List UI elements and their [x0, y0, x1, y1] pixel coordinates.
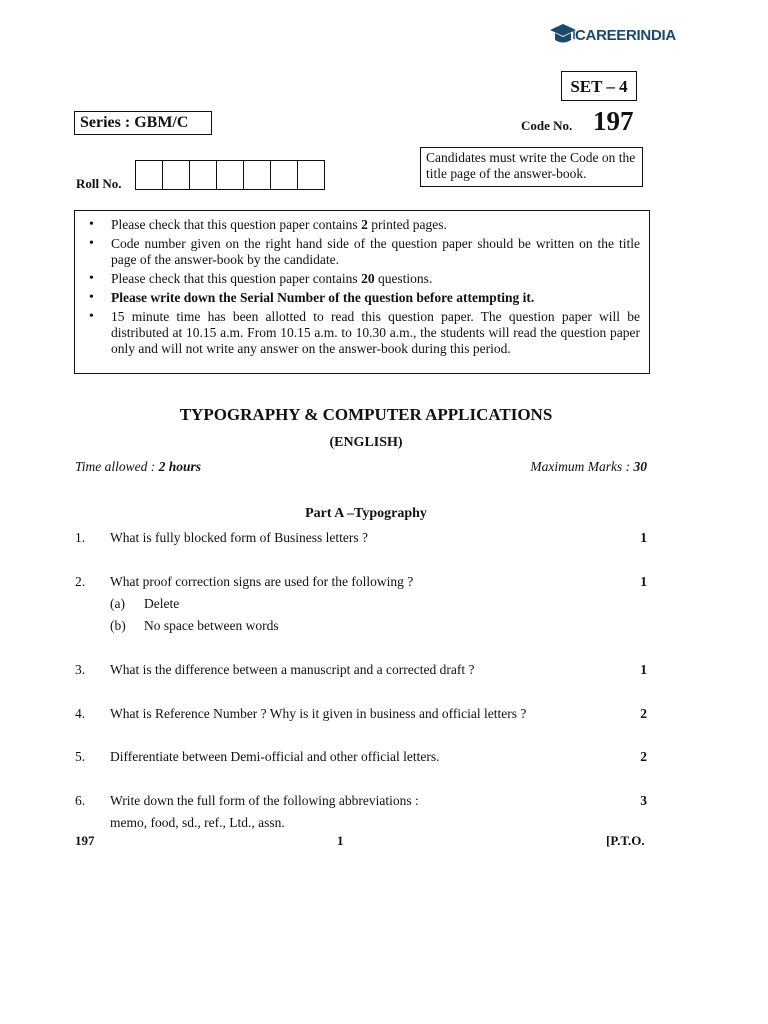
- question-number: 5.: [75, 749, 86, 764]
- question-marks: 1: [640, 662, 647, 677]
- question-number: 6.: [75, 793, 86, 808]
- brand-name: CAREERINDIA: [575, 26, 676, 44]
- question-text: What is the difference between a manuscript and a corrected draft ?: [110, 662, 475, 677]
- question-text: What is fully blocked form of Business letters ?: [110, 530, 368, 545]
- instruction-text: Code number given on the right hand side of the question paper should be written on the title page of the answer-book by the candidate.: [111, 236, 640, 267]
- question-text: What proof correction signs are used for the following ?: [110, 574, 414, 589]
- instruction-emphasis: Please write down the Serial Number of the question before attempting it.: [111, 290, 535, 305]
- footer-page-number: 1: [337, 833, 344, 848]
- question-marks: 1: [640, 574, 647, 589]
- instructions-box: [74, 210, 650, 374]
- question-number: 4.: [75, 706, 86, 721]
- roll-digit-box: [135, 160, 163, 190]
- code-number: 197: [593, 106, 634, 136]
- instruction-item: [89, 309, 640, 357]
- instruction-emphasis: 20: [361, 271, 375, 286]
- question-text: Write down the full form of the following abbreviations :: [110, 793, 419, 808]
- question-number: 2.: [75, 574, 86, 589]
- question-marks: 1: [640, 530, 647, 545]
- question-continuation: memo, food, sd., ref., Ltd., assn.: [110, 815, 285, 830]
- question-marks: 3: [640, 793, 647, 808]
- paper-title: TYPOGRAPHY & COMPUTER APPLICATIONS: [179, 405, 553, 424]
- sub-question-label: (b): [110, 618, 126, 633]
- marks-label: Maximum Marks :: [530, 459, 634, 474]
- roll-digit-box: [297, 160, 325, 190]
- roll-label: Roll No.: [76, 176, 122, 191]
- maximum-marks: [530, 459, 647, 475]
- paper-subtitle: (ENGLISH): [329, 435, 403, 450]
- time-value: 2 hours: [158, 459, 202, 474]
- set-label: SET – 4: [561, 71, 637, 101]
- instruction-item: [89, 217, 640, 233]
- instruction-emphasis: 2: [361, 217, 368, 232]
- question-number: 1.: [75, 530, 86, 545]
- roll-digit-box: [189, 160, 217, 190]
- candidates-note: Candidates must write the Code on the title page of the answer-book.: [420, 147, 643, 187]
- instructions-list: [89, 217, 640, 357]
- instruction-item: [89, 236, 640, 268]
- question-marks: 2: [640, 706, 647, 721]
- question-text: What is Reference Number ? Why is it given in business and official letters ?: [110, 706, 527, 721]
- instruction-text: printed pages.: [367, 217, 447, 232]
- marks-value: 30: [633, 459, 647, 474]
- question-number: 3.: [75, 662, 86, 677]
- footer-pto: [P.T.O.: [606, 833, 645, 848]
- roll-digit-box: [162, 160, 190, 190]
- graduation-cap-icon: [548, 21, 578, 49]
- roll-number-boxes: [136, 160, 325, 190]
- roll-digit-box: [270, 160, 298, 190]
- careerindia-logo: [548, 20, 676, 50]
- instruction-item: [89, 271, 640, 287]
- sub-question-text: No space between words: [144, 618, 279, 633]
- instruction-text: questions.: [374, 271, 433, 286]
- code-label: Code No.: [521, 118, 573, 133]
- footer-code: 197: [75, 833, 95, 848]
- instruction-text: 15 minute time has been allotted to read this question paper. The question paper will be distributed at 10.15 a.m. From 10.15 a.m. to 10.30 a.m., the students will read the question paper only and will not write any answer on the answer-book during this period.: [111, 309, 640, 356]
- roll-digit-box: [216, 160, 244, 190]
- question-marks: 2: [640, 749, 647, 764]
- time-allowed: [75, 459, 201, 475]
- sub-question-label: (a): [110, 596, 125, 611]
- time-label: Time allowed :: [75, 459, 159, 474]
- instruction-text: Please check that this question paper contains: [111, 271, 362, 286]
- series-label: Series : GBM/C: [74, 111, 212, 135]
- part-title: Part A –Typography: [305, 506, 427, 521]
- roll-digit-box: [243, 160, 271, 190]
- sub-question-text: Delete: [144, 596, 180, 611]
- question-text: Differentiate between Demi-official and other official letters.: [110, 749, 440, 764]
- instruction-text: Please check that this question paper contains: [111, 217, 362, 232]
- instruction-item: [89, 290, 640, 306]
